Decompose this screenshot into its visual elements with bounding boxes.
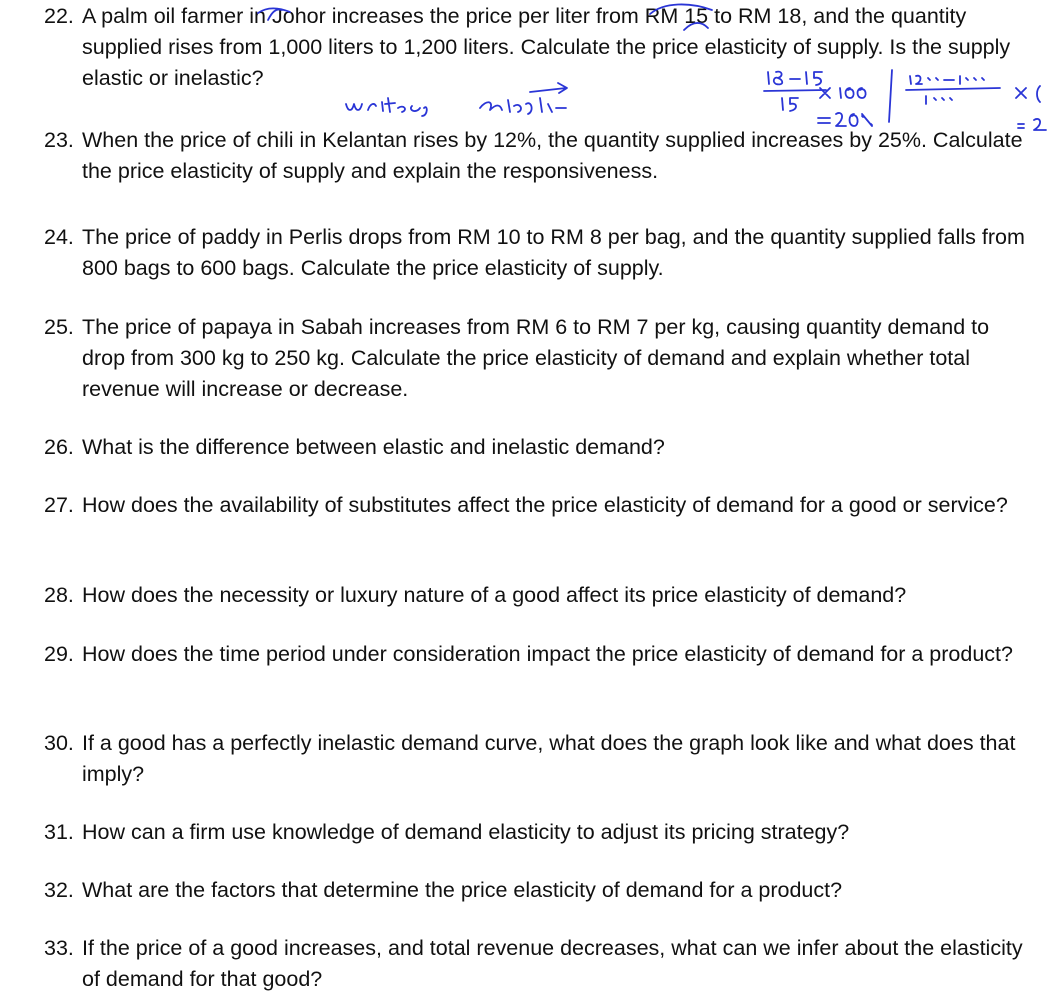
question-text: What is the difference between elastic and inelastic demand? (82, 435, 665, 459)
question-23 (44, 125, 1034, 187)
question-number: 24. (44, 225, 74, 249)
question-text: How does the necessity or luxury nature of a good affect its price elasticity of demand? (82, 583, 907, 607)
question-number: 31. (44, 820, 74, 844)
ink-word-elastic (480, 98, 566, 114)
question-text: If a good has a perfectly inelastic demand curve, what does the graph look like and what does that imply? (82, 731, 1016, 786)
question-text: The price of papaya in Sabah increases from RM 6 to RM 7 per kg, causing quantity demand to drop from 300 kg to 250 kg. Calculate the price elasticity of demand and explain whether total revenue will increase or decrease. (82, 315, 990, 401)
question-text: A palm oil farmer in Johor increases the price per liter from RM 15 to RM 18, and the quantity supplied rises from 1,000 liters to 1,200 liters. Calculate the price elasticity of supply. Is the supply elastic or inelastic? (82, 4, 1011, 90)
question-text: How does the time period under consideration impact the price elasticity of demand for a product? (82, 642, 1013, 666)
question-number: 26. (44, 435, 74, 459)
question-text: When the price of chili in Kelantan rises by 12%, the quantity supplied increases by 25%. Calculate the price elasticity of supply and explain the responsiveness. (82, 128, 1023, 183)
question-25 (44, 312, 1034, 405)
question-text: How does the availability of substitutes affect the price elasticity of demand for a good or service? (82, 493, 1008, 517)
question-24 (44, 222, 1034, 284)
question-number: 25. (44, 315, 74, 339)
question-29 (44, 639, 1034, 670)
question-number: 33. (44, 936, 74, 960)
question-31 (44, 817, 1034, 848)
ink-fraction-denominator (782, 98, 798, 111)
question-number: 23. (44, 128, 74, 152)
question-number: 32. (44, 878, 74, 902)
question-text: What are the factors that determine the price elasticity of demand for a product? (82, 878, 843, 902)
question-27 (44, 490, 1034, 521)
question-number: 29. (44, 642, 74, 666)
ink-word-writers (346, 98, 427, 116)
question-number: 30. (44, 731, 74, 755)
question-text: The price of paddy in Perlis drops from RM 10 to RM 8 per bag, and the quantity supplied falls from 800 bags to 600 bags. Calculate the price elasticity of supply. (82, 225, 1025, 280)
question-33 (44, 933, 1034, 995)
question-number: 28. (44, 583, 74, 607)
question-text: If the price of a good increases, and total revenue decreases, what can we infer about the elasticity of demand for that good? (82, 936, 1023, 991)
question-22 (44, 1, 1034, 94)
question-32 (44, 875, 1034, 906)
question-30 (44, 728, 1034, 790)
question-text: How can a firm use knowledge of demand elasticity to adjust its pricing strategy? (82, 820, 850, 844)
question-28 (44, 580, 1034, 611)
question-26 (44, 432, 1034, 463)
question-number: 22. (44, 4, 74, 28)
question-number: 27. (44, 493, 74, 517)
ink-fraction2-denominator (926, 96, 952, 104)
